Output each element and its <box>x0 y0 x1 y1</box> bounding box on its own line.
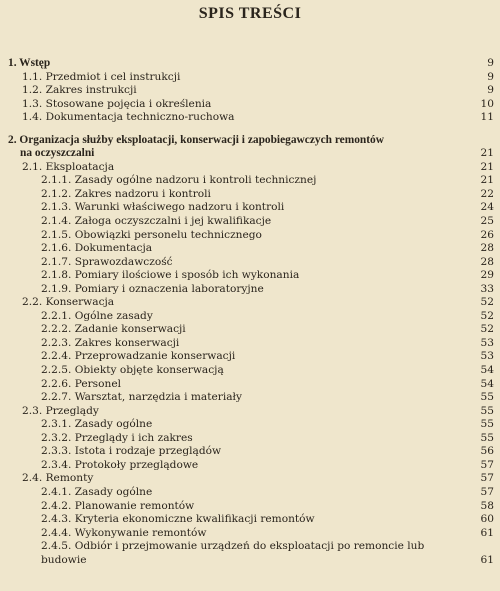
toc-entry-page: 25 <box>470 215 494 229</box>
toc-entry <box>8 391 494 405</box>
toc-entry-page: 61 <box>470 527 494 541</box>
toc-entry-page: 9 <box>470 57 494 71</box>
toc-entry-page: 58 <box>470 500 494 514</box>
toc-entry-title-continuation: na oczyszczalni <box>20 147 97 159</box>
toc-entry-title: 2.2.7. Warsztat, narzędzia i materiały <box>41 391 245 403</box>
toc-entry-title: 2.4.3. Kryteria ekonomiczne kwalifikacji remontów <box>41 513 318 525</box>
toc-entry-continuation <box>8 147 494 161</box>
toc-entry <box>8 310 494 324</box>
toc-entry <box>8 283 494 297</box>
toc-entry-page: 55 <box>470 432 494 446</box>
toc-entry-title: 2.3.2. Przeglądy i ich zakres <box>41 432 196 444</box>
toc-entry-title: 2.4.1. Zasady ogólne <box>41 486 155 498</box>
toc-entry-title: 2.1.3. Warunki właściwego nadzoru i kontroli <box>41 201 287 213</box>
toc-entry-title: 2.4. Remonty <box>22 472 96 484</box>
toc-entry-title: 2.2.3. Zakres konserwacji <box>41 337 182 349</box>
toc-entry-title: 1. Wstęp <box>8 57 53 69</box>
toc-entry <box>8 242 494 256</box>
page-title: SPIS TREŚCI <box>198 5 302 22</box>
toc-entry-title: 2.3.3. Istota i rodzaje przeglądów <box>41 445 224 457</box>
toc-entry <box>8 71 494 85</box>
toc-entry <box>8 527 494 541</box>
toc-entry-page: 55 <box>470 418 494 432</box>
toc-list <box>8 57 494 567</box>
toc-entry-title: 2.2.4. Przeprowadzanie konserwacji <box>41 350 238 362</box>
toc-entry <box>8 350 494 364</box>
toc-entry <box>8 215 494 229</box>
toc-entry-title: 2.4.4. Wykonywanie remontów <box>41 527 209 539</box>
toc-entry-page: 52 <box>470 296 494 310</box>
toc-entry <box>8 459 494 473</box>
toc-entry-page: 53 <box>470 337 494 351</box>
toc-entry <box>8 364 494 378</box>
toc-entry-title: 1.1. Przedmiot i cel instrukcji <box>22 71 183 83</box>
toc-entry-title: 2.1.2. Zakres nadzoru i kontroli <box>41 188 214 200</box>
toc-entry-title: 2.1.8. Pomiary ilościowe i sposób ich wykonania <box>41 269 302 281</box>
toc-entry <box>8 296 494 310</box>
toc-entry-page: 60 <box>470 513 494 527</box>
toc-entry <box>8 229 494 243</box>
toc-entry <box>8 84 494 98</box>
toc-entry <box>8 500 494 514</box>
toc-entry-page: 54 <box>470 364 494 378</box>
toc-entry-title: 2.1.9. Pomiary i oznaczenia laboratoryjne <box>41 283 267 295</box>
toc-entry-page: 55 <box>470 391 494 405</box>
toc-entry <box>8 540 494 554</box>
toc-entry-page: 57 <box>470 486 494 500</box>
toc-entry-page: 9 <box>470 84 494 98</box>
toc-entry-page: 33 <box>470 283 494 297</box>
toc-entry <box>8 256 494 270</box>
toc-entry <box>8 418 494 432</box>
toc-entry-title: 2.1. Eksploatacja <box>22 161 117 173</box>
toc-entry-title: 2.1.7. Sprawozdawczość <box>41 256 176 268</box>
toc-entry <box>8 161 494 175</box>
toc-entry <box>8 513 494 527</box>
toc-entry <box>8 188 494 202</box>
toc-entry-title-continuation: budowie <box>41 554 90 566</box>
toc-entry-title: 2.2.1. Ogólne zasady <box>41 310 156 322</box>
toc-entry-page: 11 <box>470 111 494 125</box>
toc-entry <box>8 472 494 486</box>
toc-entry-page: 28 <box>470 242 494 256</box>
toc-entry-title: 2.1.4. Załoga oczyszczalni i jej kwalifikacje <box>41 215 274 227</box>
toc-entry-page: 26 <box>470 229 494 243</box>
toc-entry-page: 55 <box>470 405 494 419</box>
toc-entry-page: 61 <box>470 554 494 568</box>
toc-entry-page: 10 <box>470 98 494 112</box>
toc-entry-page: 52 <box>470 310 494 324</box>
toc-entry <box>8 486 494 500</box>
toc-entry-title: 2.1.6. Dokumentacja <box>41 242 155 254</box>
toc-entry-page: 54 <box>470 378 494 392</box>
toc-entry-page: 53 <box>470 350 494 364</box>
toc-entry <box>8 378 494 392</box>
toc-entry <box>8 323 494 337</box>
toc-entry-page: 9 <box>470 71 494 85</box>
toc-entry-page: 21 <box>470 147 494 161</box>
toc-entry-page: 29 <box>470 269 494 283</box>
toc-entry-page: 57 <box>470 459 494 473</box>
toc-entry-page: 24 <box>470 201 494 215</box>
toc-entry-page: 57 <box>470 472 494 486</box>
toc-entry-title: 2.4.5. Odbiór i przejmowanie urządzeń do eksploatacji po remoncie lub <box>41 540 427 552</box>
toc-entry-title: 2.3.1. Zasady ogólne <box>41 418 155 430</box>
toc-entry <box>8 111 494 125</box>
toc-entry-page: 56 <box>470 445 494 459</box>
toc-entry-title: 1.4. Dokumentacja techniczno-ruchowa <box>22 111 238 123</box>
toc-entry-title: 2.3.4. Protokoły przeglądowe <box>41 459 201 471</box>
toc-entry-title: 2.3. Przeglądy <box>22 405 102 417</box>
toc-entry <box>8 432 494 446</box>
toc-entry-page: 52 <box>470 323 494 337</box>
toc-entry <box>8 134 494 148</box>
toc-entry <box>8 174 494 188</box>
toc-entry <box>8 445 494 459</box>
toc-entry-title: 1.2. Zakres instrukcji <box>22 84 140 96</box>
toc-entry <box>8 201 494 215</box>
toc-entry-page: 21 <box>470 174 494 188</box>
toc-entry <box>8 57 494 71</box>
toc-entry-title: 2.2. Konserwacja <box>22 296 117 308</box>
toc-entry-title: 2.1.5. Obowiązki personelu technicznego <box>41 229 265 241</box>
toc-entry-title: 2.2.5. Obiekty objęte konserwacją <box>41 364 227 376</box>
toc-entry-title: 2.2.6. Personel <box>41 378 124 390</box>
toc-entry-continuation <box>8 554 494 568</box>
toc-entry-title: 2.1.1. Zasady ogólne nadzoru i kontroli technicznej <box>41 174 319 186</box>
toc-entry <box>8 337 494 351</box>
toc-entry <box>8 405 494 419</box>
toc-entry-title: 2.2.2. Zadanie konserwacji <box>41 323 189 335</box>
toc-entry-page: 22 <box>470 188 494 202</box>
toc-entry <box>8 98 494 112</box>
toc-entry-page: 21 <box>470 161 494 175</box>
toc-entry <box>8 269 494 283</box>
toc-entry-title: 1.3. Stosowane pojęcia i określenia <box>22 98 214 110</box>
toc-entry-title: 2. Organizacja służby eksploatacji, konserwacji i zapobiegawczych remontów <box>8 134 387 146</box>
toc-entry-title: 2.4.2. Planowanie remontów <box>41 500 197 512</box>
toc-entry-page: 28 <box>470 256 494 270</box>
